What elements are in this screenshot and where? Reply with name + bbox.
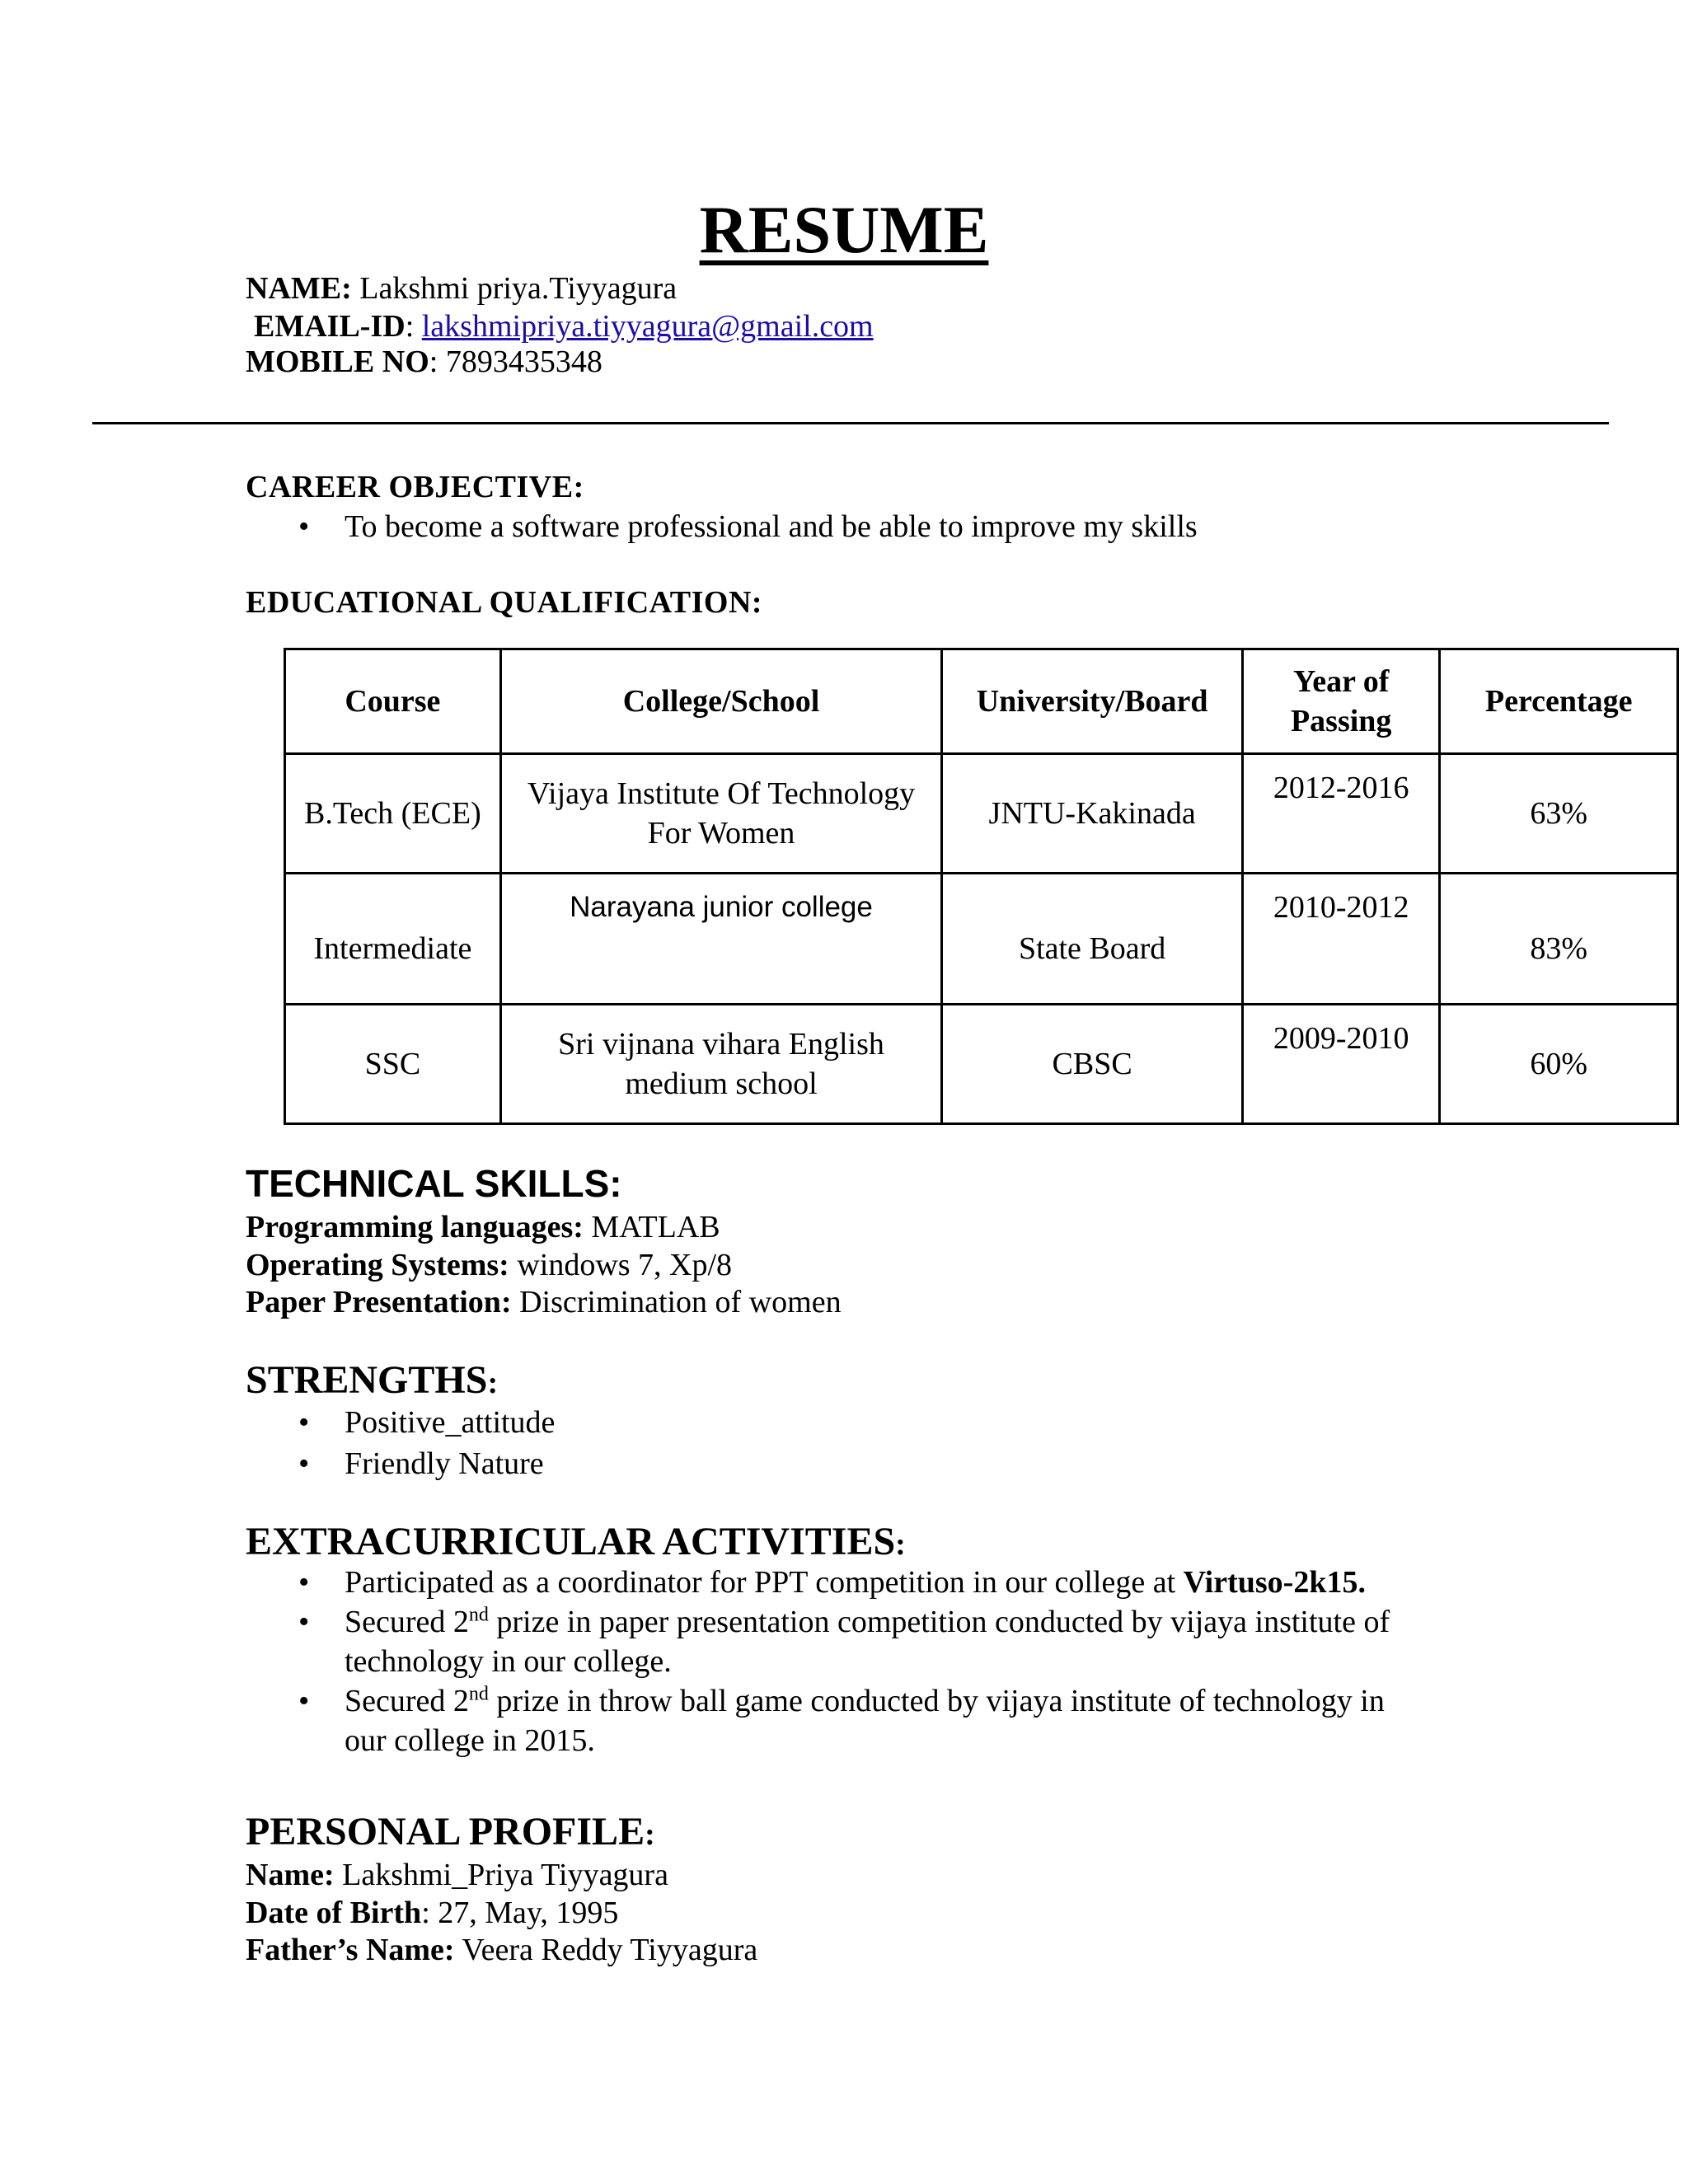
cell-college: Vijaya Institute Of Technology For Women: [500, 754, 942, 874]
activity-item: • Secured 2nd prize in paper presentation competition conducted by vijaya institute of technology in our college.: [345, 1602, 1408, 1681]
cell-college: Sri vijnana vihara English medium school: [500, 1005, 942, 1124]
contact-name: [246, 269, 677, 307]
os-line: [246, 1246, 732, 1284]
table-row: [285, 754, 1678, 874]
cell-course: SSC: [285, 1005, 501, 1124]
programming-line: [246, 1208, 720, 1246]
bullet-icon: •: [298, 509, 310, 544]
name-value: Lakshmi priya.Tiyyagura: [359, 271, 678, 306]
cell-year: 2010-2012: [1242, 874, 1439, 1005]
header-percentage: Percentage: [1440, 649, 1678, 754]
cell-year: 2009-2010: [1242, 1005, 1439, 1124]
bullet-icon: •: [298, 1405, 310, 1440]
contact-email: EMAIL-ID: lakshmipriya.tiyyagura@gmail.com: [254, 309, 874, 344]
career-heading: CAREER OBJECTIVE:: [246, 470, 584, 504]
programming-value: MATLAB: [591, 1210, 720, 1244]
cell-board: JNTU-Kakinada: [942, 754, 1243, 874]
personal-name-line: [246, 1856, 668, 1894]
header-college: College/School: [500, 649, 942, 754]
dob-value: 27, May, 1995: [438, 1896, 619, 1930]
bullet-icon: •: [298, 1565, 310, 1600]
cell-year: 2012-2016: [1242, 754, 1439, 874]
personal-name-value: Lakshmi_Priya Tiyyagura: [342, 1858, 668, 1892]
contact-mobile: MOBILE NO: 7893435348: [246, 344, 603, 379]
header-year: Year of Passing: [1242, 649, 1439, 754]
education-heading: EDUCATIONAL QUALIFICATION:: [246, 585, 763, 620]
table-header-row: [285, 649, 1678, 754]
personal-name-label: Name:: [246, 1858, 335, 1892]
paper-value: Discrimination of women: [519, 1285, 842, 1319]
dob-label: Date of Birth: [246, 1896, 422, 1930]
cell-board: CBSC: [942, 1005, 1243, 1124]
cell-course: B.Tech (ECE): [285, 754, 501, 874]
mobile-value: 7893435348: [445, 344, 603, 379]
strengths-heading: STRENGTHS:: [246, 1358, 499, 1402]
event-name: Virtuso-2k15.: [1183, 1565, 1366, 1600]
strength-item: • Friendly Nature: [345, 1444, 544, 1483]
father-line: [246, 1931, 757, 1969]
personal-heading: PERSONAL PROFILE:: [246, 1810, 655, 1854]
bullet-icon: •: [298, 1446, 310, 1481]
father-label: Father’s Name:: [246, 1933, 455, 1967]
table-row: [285, 874, 1678, 1005]
cell-percentage: 60%: [1440, 1005, 1678, 1124]
os-value: windows 7, Xp/8: [517, 1248, 733, 1282]
extracurricular-heading: EXTRACURRICULAR ACTIVITIES:: [246, 1520, 906, 1563]
email-label: EMAIL-ID: [254, 309, 406, 344]
header-course: Course: [285, 649, 501, 754]
cell-percentage: 83%: [1440, 874, 1678, 1005]
cell-course: Intermediate: [285, 874, 501, 1005]
cell-percentage: 63%: [1440, 754, 1678, 874]
header-board: University/Board: [942, 649, 1243, 754]
email-link[interactable]: lakshmipriya.tiyyagura@gmail.com: [421, 309, 874, 344]
bullet-icon: •: [298, 1605, 310, 1639]
divider: [92, 422, 1609, 424]
dob-line: Date of Birth: 27, May, 1995: [246, 1896, 619, 1930]
strength-item: • Positive_attitude: [345, 1403, 555, 1442]
page-title: RESUME: [699, 192, 989, 267]
cell-college: Narayana junior college: [500, 874, 942, 1005]
name-label: NAME:: [246, 271, 352, 306]
education-table: [284, 648, 1679, 1125]
bullet-icon: •: [298, 1684, 310, 1718]
os-label: Operating Systems:: [246, 1248, 509, 1282]
career-item: • To become a software professional and be able to improve my skills: [345, 507, 1416, 546]
mobile-label: MOBILE NO: [246, 344, 429, 379]
father-value: Veera Reddy Tiyyagura: [462, 1933, 758, 1967]
activity-item: • Secured 2nd prize in throw ball game conducted by vijaya institute of technology in our college in 2015.: [345, 1681, 1408, 1760]
paper-label: Paper Presentation:: [246, 1285, 512, 1319]
cell-board: State Board: [942, 874, 1243, 1005]
table-row: [285, 1005, 1678, 1124]
technical-heading: TECHNICAL SKILLS:: [246, 1162, 622, 1205]
activity-item: • Participated as a coordinator for PPT competition in our college at Virtuso-2k15.: [345, 1563, 1449, 1602]
paper-line: [246, 1283, 842, 1321]
programming-label: Programming languages:: [246, 1210, 584, 1244]
